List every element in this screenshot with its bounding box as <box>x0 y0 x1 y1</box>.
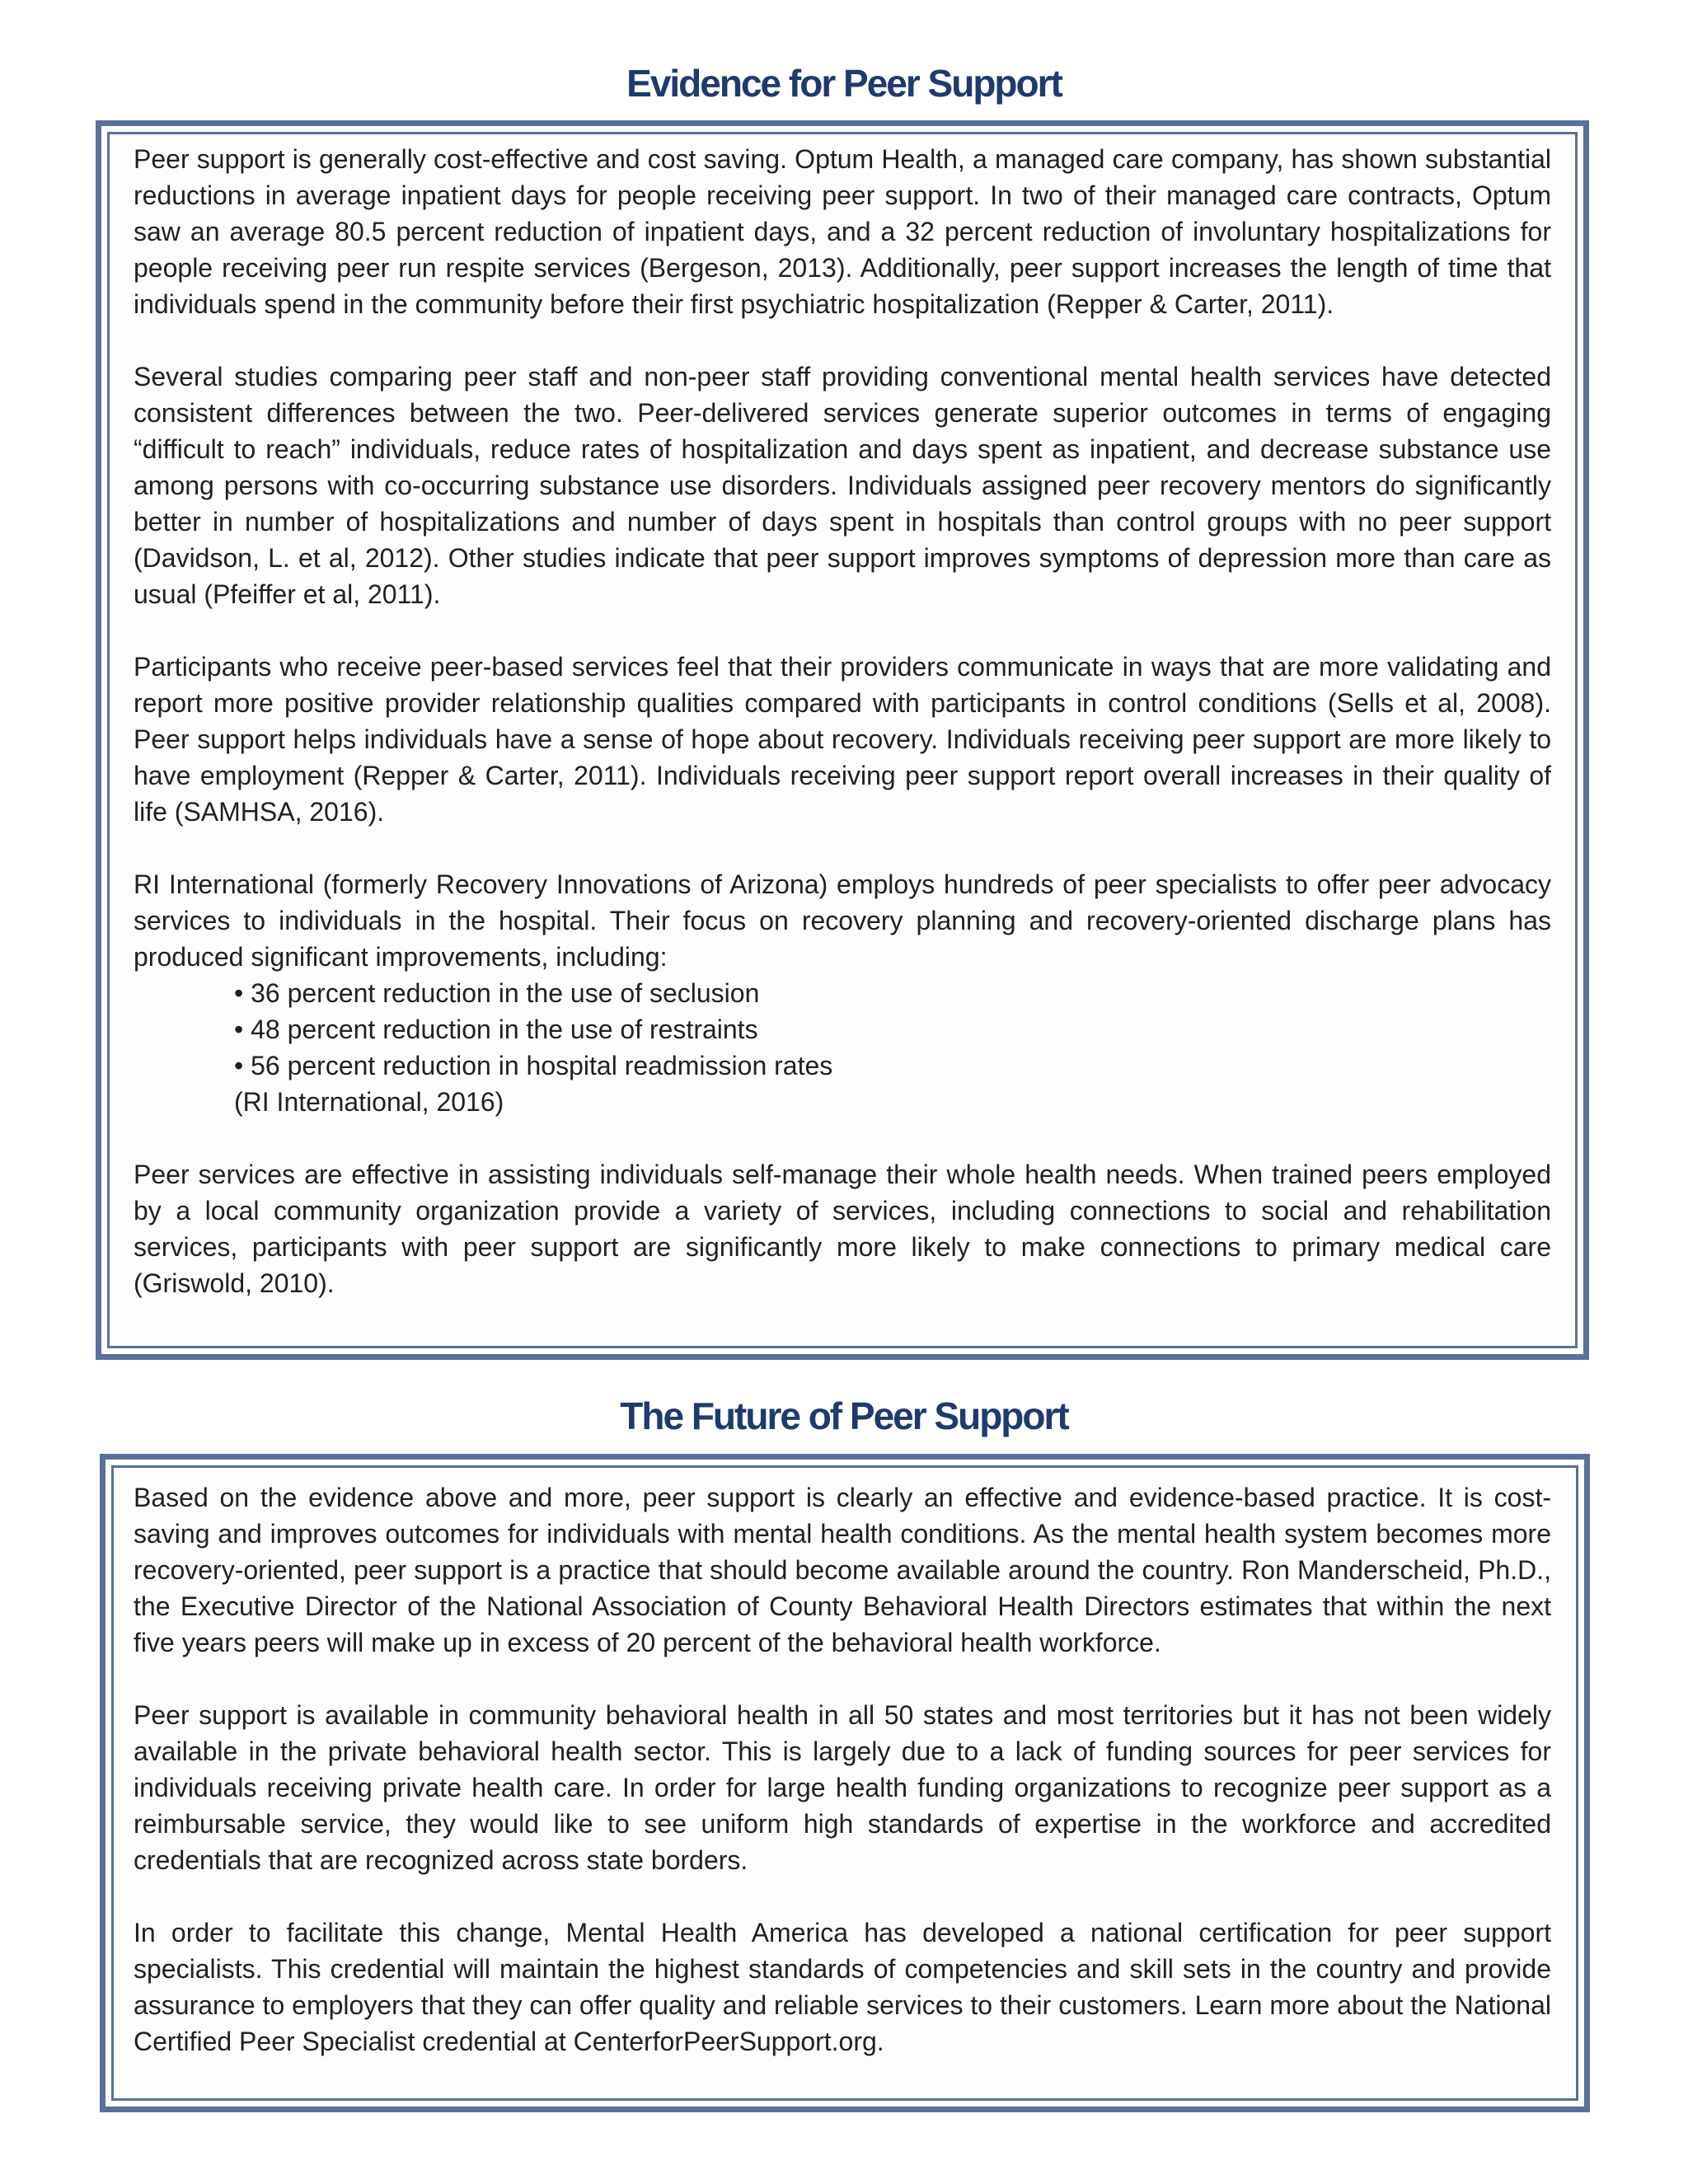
evidence-paragraph-4: RI International (formerly Recovery Innovations of Arizona) employs hundreds of peer specialists to offer peer advocacy services to individuals in the hospital. Their focus on recovery planning and recovery-oriented discharge plans has produced significant improvements, including: <box>134 869 1551 972</box>
future-paragraph-3: In order to facilitate this change, Mental Health America has developed a national certification for peer support specialists. This credential will maintain the highest standards of competencies and skill sets in the country and provide assurance to employers that they can offer quality and reliable services to their customers. Learn more about the National Certified Peer Specialist credential at CenterforPeerSupport.org. <box>134 1918 1551 2056</box>
evidence-paragraph-3: Participants who receive peer-based services feel that their providers communicate in ways that are more validating and report more positive provider relationship qualities compared with participants in control conditions (Sells et al, 2008). Peer support helps individuals have a sense of hope about recovery. Individuals receiving peer support are more likely to have employment (Repper & Carter, 2011). Individuals receiving peer support report overall increases in their quality of life (SAMHSA, 2016). <box>134 652 1551 827</box>
evidence-paragraph-2: Several studies comparing peer staff and non-peer staff providing conventional mental health services have detected consistent differences between the two. Peer-delivered services generate superior outcomes in terms of engaging “difficult to reach” individuals, reduce rates of hospitalization and days spent as inpatient, and decrease substance use among persons with co-occurring substance use disorders. Individuals assigned peer recovery mentors do significantly better in number of hospitalizations and number of days spent in hospitals than control groups with no peer support (Davidson, L. et al, 2012). Other studies indicate that peer support improves symptoms of depression more than care as usual (Pfeiffer et al, 2011). <box>134 362 1551 609</box>
list-item: • 36 percent reduction in the use of seclusion <box>234 978 760 1008</box>
evidence-paragraph-4-group <box>134 866 1551 1120</box>
section-title-future: The Future of Peer Support <box>620 1394 1068 1437</box>
list-item: • 48 percent reduction in the use of restraints <box>234 1015 758 1044</box>
future-box <box>100 1454 1590 2112</box>
list-item: • 56 percent reduction in hospital readmission rates <box>234 1051 833 1080</box>
evidence-paragraph-1: Peer support is generally cost-effective and cost saving. Optum Health, a managed care company, has shown substantial reductions in average inpatient days for people receiving peer support. In two of their managed care contracts, Optum saw an average 80.5 percent reduction of inpatient days, and a 32 percent reduction of involuntary hospitalizations for people receiving peer run respite services (Bergeson, 2013). Additionally, peer support increases the length of time that individuals spend in the community before their first psychiatric hospitalization (Repper & Carter, 2011). <box>134 144 1551 319</box>
evidence-body <box>134 141 1551 1301</box>
improvements-list <box>134 975 1551 1084</box>
evidence-paragraph-5: Peer services are effective in assisting individuals self-manage their whole health needs. When trained peers employed by a local community organization provide a variety of services, including connections to social and rehabilitation services, participants with peer support are significantly more likely to make connections to primary medical care (Griswold, 2010). <box>134 1160 1551 1298</box>
evidence-box <box>96 120 1589 1360</box>
future-paragraph-2: Peer support is available in community behavioral health in all 50 states and most territories but it has not been widely available in the private behavioral health sector. This is largely due to a lack of funding sources for peer services for individuals receiving private health care. In order for large health funding organizations to recognize peer support as a reimbursable service, they would like to see uniform high standards of expertise in the workforce and accredited credentials that are recognized across state borders. <box>134 1700 1551 1875</box>
future-paragraph-1: Based on the evidence above and more, peer support is clearly an effective and evidence-based practice. It is cost-saving and improves outcomes for individuals with mental health conditions. As the mental health system becomes more recovery-oriented, peer support is a practice that should become available around the country. Ron Manderscheid, Ph.D., the Executive Director of the National Association of County Behavioral Health Directors estimates that within the next five years peers will make up in excess of 20 percent of the behavioral health workforce. <box>134 1483 1551 1657</box>
future-body <box>134 1479 1551 2060</box>
list-citation: (RI International, 2016) <box>234 1087 504 1117</box>
section-title-evidence: Evidence for Peer Support <box>626 62 1062 105</box>
